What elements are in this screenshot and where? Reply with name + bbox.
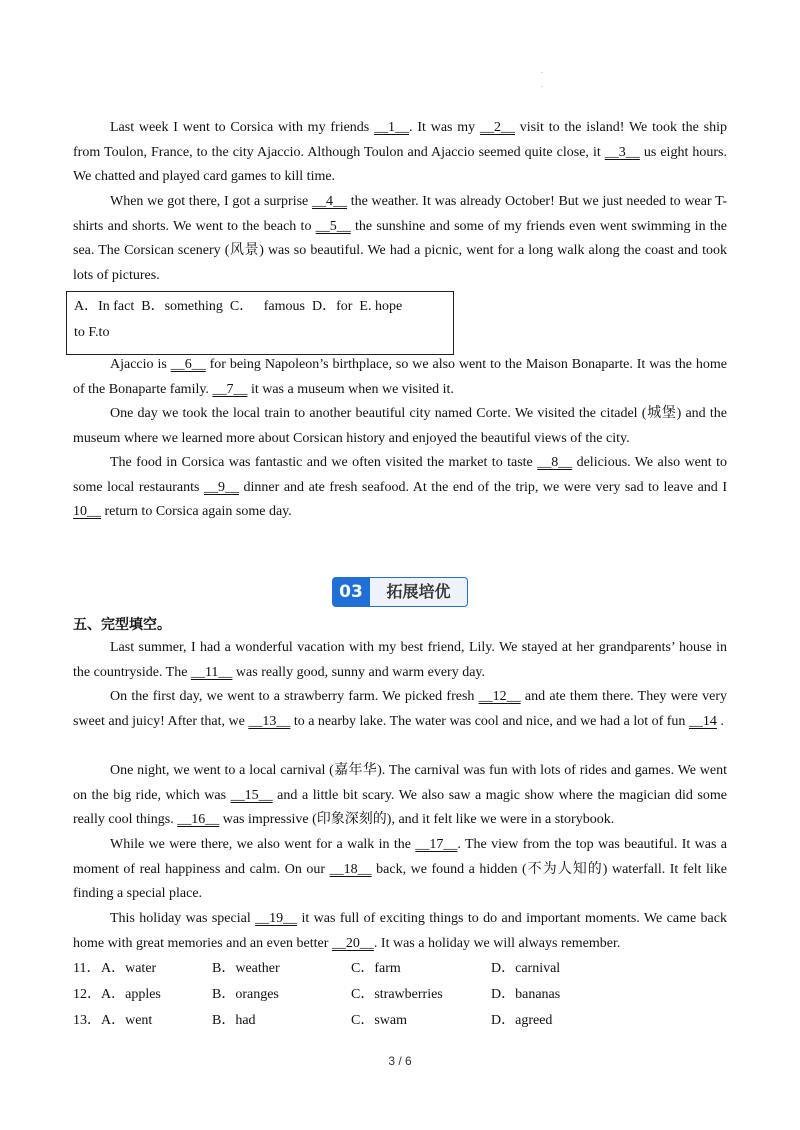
passage-text: it was full of exciting things to do and important moments. We came back home with great memories and an even better: [73, 911, 727, 951]
answer-blank: __15__: [230, 787, 273, 803]
option-a: A．water: [101, 961, 157, 976]
passage2-paragraph-3: [73, 759, 727, 833]
answer-blank: __13__: [248, 713, 291, 729]
section-banner-number: 03: [332, 577, 370, 607]
option-c: C．swam: [351, 1013, 407, 1028]
answer-blank: __3__: [604, 144, 640, 160]
passage-text: One day we took the local train to another beautiful city named Corte. We visited the citadel (城堡) and the museum where we learned more about Corsican history and enjoyed the beautiful views of the city.: [73, 406, 727, 446]
answer-blank: __4__: [312, 194, 347, 209]
passage-text: . The view from the top was beautiful. It was a moment of real happiness and calm. On our: [73, 837, 728, 877]
page-number: 3 / 6: [388, 1054, 412, 1068]
passage-text: the sunshine and some of my friends even went swimming in the sea. The Corsican scenery (风景) was so beautiful. We had a picnic, went for a long walk along the coast and took lots of pictures.: [73, 218, 727, 283]
passage-text: and ate them there. They were very sweet and juicy! After that, we: [73, 689, 727, 729]
passage2-paragraph-1: [73, 636, 727, 685]
passage-text: it was a museum when we visited it.: [247, 381, 454, 397]
passage-text: On the first day, we went to a strawberry farm. We picked fresh: [110, 689, 479, 704]
passage-text: The food in Corsica was fantastic and we often visited the market to taste: [110, 455, 538, 470]
section-banner-label: 拓展培优: [370, 577, 468, 607]
answer-blank: __5__: [315, 218, 351, 234]
passage-text: back, we found a hidden (不为人知的) waterfall. It felt like finding a special place.: [73, 861, 727, 902]
question-row: [73, 957, 727, 981]
passage-text: .: [716, 713, 724, 729]
passage-text: . It was a holiday we will always remember.: [373, 935, 621, 951]
option-c: C．strawberries: [351, 987, 443, 1002]
passage-text: dinner and ate fresh seafood. At the end of the trip, we were very sad to leave and I: [239, 479, 727, 495]
passage-text: and a little bit scary. We also saw a magic show where the magician did some really cool things.: [73, 787, 727, 828]
answer-blank: __11__: [190, 664, 233, 680]
section-banner: [332, 577, 469, 607]
passage2-paragraph-5: [73, 907, 727, 956]
answer-blank: __14: [688, 713, 717, 729]
answer-blank: 10__: [73, 504, 101, 520]
section-heading: 五、完型填空。: [73, 617, 171, 633]
answer-blank: __6__: [170, 357, 206, 372]
passage2-paragraph-2: [73, 685, 727, 734]
answer-blank: __17__: [415, 837, 458, 852]
option-b: B．weather: [212, 961, 280, 976]
passage-text: When we got there, I got a surprise: [110, 194, 312, 209]
option-b: B．had: [212, 1013, 256, 1028]
answer-blank: __9__: [204, 479, 239, 495]
passage-text: us eight hours. We chatted and played card games to kill time.: [73, 144, 727, 185]
option-d: D．agreed: [491, 1013, 553, 1028]
answer-blank: __8__: [537, 455, 573, 470]
answer-blank: __12__: [478, 689, 521, 704]
option-a: A．went: [101, 1013, 153, 1028]
option-a: A．apples: [101, 987, 161, 1002]
option-c: C．farm: [351, 961, 401, 976]
question-number: 12．: [73, 987, 101, 1002]
question-row: [73, 1009, 727, 1033]
header-marks: . .: [541, 66, 543, 89]
answer-blank: __19__: [255, 911, 298, 926]
passage-text: for being Napoleon’s birthplace, so we also went to the Maison Bonaparte. It was the home of the Bonaparte family.: [73, 357, 727, 397]
passage1-paragraph-5: [73, 451, 727, 525]
answer-blank: __18__: [329, 861, 372, 877]
passage-text: While we were there, we also went for a walk in the: [110, 837, 416, 852]
passage-text: to a nearby lake. The water was cool and nice, and we had a lot of fun: [290, 713, 689, 729]
passage1-paragraph-1: [73, 116, 727, 190]
answer-blank: __16__: [177, 812, 220, 828]
passage2-paragraph-4: [73, 833, 727, 907]
passage-text: visit to the island! We took the ship from Toulon, France, to the city Ajaccio. Although Toulon and Ajaccio seemed quite close, it: [73, 120, 727, 160]
answer-blank: __1__: [374, 120, 410, 135]
word-options-box: [66, 291, 454, 355]
passage-text: Ajaccio is: [110, 357, 171, 372]
answer-blank: __20__: [331, 935, 374, 951]
passage-text: Last summer, I had a wonderful vacation with my best friend, Lily. We stayed at her grandparents’ house in the countryside. The: [73, 640, 727, 680]
passage1-paragraph-2: [73, 190, 727, 288]
passage1-paragraph-4: [73, 402, 727, 451]
passage-text: return to Corsica again some day.: [101, 504, 292, 520]
question-row: [73, 983, 727, 1007]
passage-text: Last week I went to Corsica with my friends: [110, 120, 375, 135]
passage-text: was really good, sunny and warm every day.: [232, 664, 485, 680]
option-d: D．carnival: [491, 961, 561, 976]
option-d: D．bananas: [491, 987, 561, 1002]
question-number: 11．: [73, 961, 101, 976]
passage-text: One night, we went to a local carnival (嘉年华). The carnival was fun with lots of rides and games. We went on the big ride, which was: [73, 763, 727, 803]
option-b: B．oranges: [212, 987, 279, 1002]
word-options-line-2: to F.to: [74, 325, 110, 340]
passage-text: the weather. It was already October! But we just needed to wear T-shirts and shorts. We went to the beach to: [73, 194, 727, 234]
passage1-paragraph-3: [73, 353, 727, 402]
passage-text: was impressive (印象深刻的), and it felt like we were in a storybook.: [219, 812, 615, 828]
word-options-line-1: A．In fact B．something C． famous D．for E. hope: [74, 299, 403, 314]
passage-text: delicious. We also went to some local restaurants: [73, 455, 727, 495]
passage-text: . It was my: [409, 120, 480, 135]
passage-text: This holiday was special: [110, 911, 256, 926]
answer-blank: __2__: [479, 120, 515, 135]
question-number: 13．: [73, 1013, 101, 1028]
answer-blank: __7__: [212, 381, 248, 397]
